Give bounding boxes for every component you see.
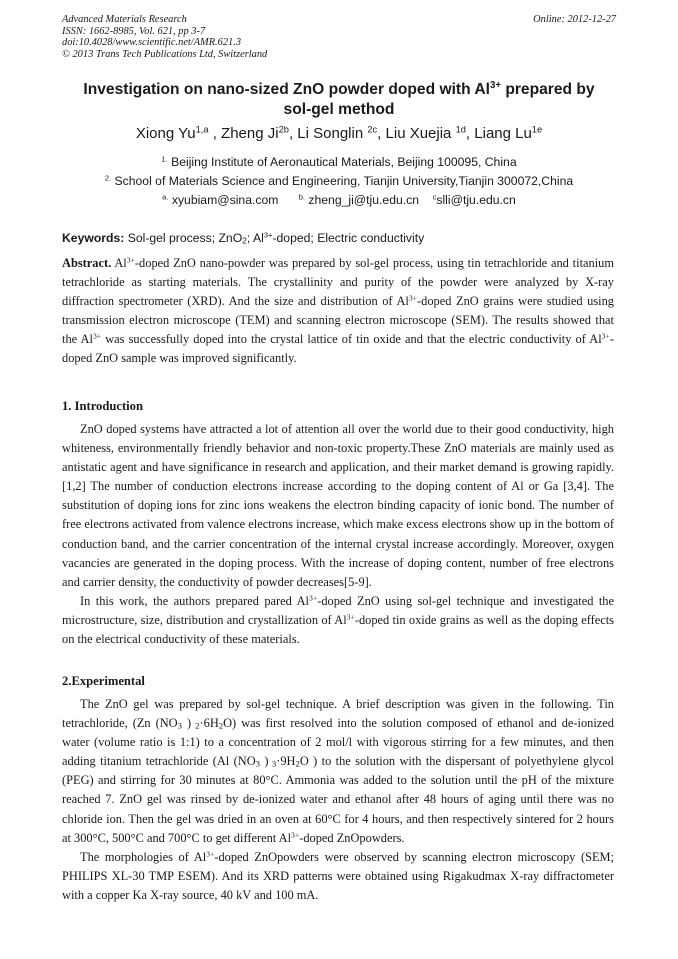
- email-link[interactable]: slli@tju.edu.cn: [436, 193, 516, 207]
- copyright-line: © 2013 Trans Tech Publications Ltd, Switzerland: [62, 48, 268, 60]
- paragraph: The morphologies of $Al^{3+}$-doped ZnOpowders were observed by scanning electron microscopy (SEM; PHILIPS XL-30 TMP ESEM). And its XRD patterns were obtained using Rigakudmax X-ray diffractometer with a copper Ka X-ray source, 40 kV and 100 mA.: [62, 849, 614, 902]
- affiliation-1: $^{1.}$ Beijing Institute of Aeronautical Materials, Beijing 100095, China: [161, 154, 517, 169]
- author: Xiong Yu: [135, 125, 196, 142]
- author-list: Xiong Yu$^{1,a}$ , Zheng $Ji^{2b}$, Li Songlin $^{2c}$, Liu Xuejia $^{1d}$, Liang $Lu^{1e}$: [135, 124, 543, 142]
- author: Li Songlin: [297, 125, 368, 142]
- paragraph: ZnO doped systems have attracted a lot of attention all over the world due to their good conductivity, high whiteness, environmentally friendly behavior and non-toxic property.These ZnO materials are mainly used as antistatic agent and have significance in research and application, and their market demand is growing rapidly. [1,2] The number of conduction electrons increase according to the doping content of Al or Ga [3,4]. The substitution of doping ions for zinc ions weakens the electron binding capacity of ionic bond. The number of free electrons activated from valence electrons increase, which make excess electrons show up in the bottom of conduction band, and the carrier concentration of the internal crystal increase accordingly. Moreover, oxygen vacancies are generated in the doping process. With the increase of doping content, number of free electrons and carrier density, the conductivity of powder decreases[5-9].: [62, 422, 614, 589]
- author: Zheng Ji: [221, 125, 279, 142]
- journal-name: Advanced Materials Research: [62, 14, 187, 25]
- experimental-body: [62, 695, 614, 905]
- paragraph: The ZnO gel was prepared by sol-gel technique. A brief description was given in the following. Tin tetrachloride, (Zn ($NO_3$ ) $_2\cdot 6H_2O$) was first resolved into the solution composed of ethanol and de-ionized water (volume ratio is 1:1) to a concentration of 2 mol/l with vigorous stirring for a few minutes, and then adding titanium tetrachloride (Al ($NO_3$ ) $_3\cdot 9H_2O$ ) to the solution with the dispersant of polyethylene glycol (PEG) and stirring for 30 minutes at 80°C. Ammonia was added to the solution until the pH of the mixture reached 7. ZnO gel was rinsed by de-ionized water and ethanol after 48 hours of aging until there was no chloride ion. Then the gel was dried in an oven at 60°C for 4 hours, and then respectively sintered for 2 hours at 300°C, 500°C and 700°C to get different $Al^{3+}$-doped ZnOpowders.: [62, 697, 614, 845]
- paragraph: In this work, the authors prepared pared $Al^{3+}$-doped ZnO using sol-gel technique and investigated the microstructure, size, distribution and crystallization of $Al^{3+}$-doped tin oxide grains as well as the doping effects on the electrical conductivity of these materials.: [62, 593, 614, 647]
- keywords: Keywords: Sol-gel process; ZnO$_2$; $Al^{3+}$-doped; Electric conductivity: [62, 230, 425, 246]
- author: Liu Xuejia: [385, 125, 456, 142]
- section-heading-experimental: 2.Experimental: [62, 674, 145, 688]
- running-header: [62, 14, 616, 60]
- affiliation-2: $^{2.}$ School of Materials Science and Engineering, Tianjin University,Tianjin 300072,China: [104, 173, 574, 188]
- issn-line: ISSN: 1662-8985, Vol. 621, pp 3-7: [62, 25, 206, 37]
- author: Liang Lu: [474, 125, 532, 142]
- abstract: Abstract. $Al^{3+}$-doped ZnO nano-powder was prepared by sol-gel process, using tin tetrachloride and titanium tetrachloride as starting materials. The crystallinity and purity of the powder were analyzed by X-ray diffraction spectrometer (XRD). And the size and distribution of $Al^{3+}$-doped ZnO grains were studied using transmission electron microscope (TEM) and scanning electron microscope (SEM). The results showed that the $Al^{3+}$ was successfully doped into the crystal lattice of tin oxide and that the electric conductivity of $Al^{3+}$-doped ZnO sample was improved significantly.: [62, 255, 614, 366]
- online-date: Online: 2012-12-27: [533, 14, 616, 25]
- paper-title: Investigation on nano-sized ZnO powder doped with $Al^{3+}$ prepared by sol-gel method: [83, 80, 595, 118]
- doi-line[interactable]: doi:10.4028/www.scientific.net/AMR.621.3: [62, 37, 242, 48]
- email-link[interactable]: xyubiam@sina.com: [168, 193, 279, 207]
- section-heading-introduction: 1. Introduction: [62, 399, 143, 413]
- introduction-body: [62, 420, 614, 649]
- author-emails: $^{a.}$ xyubiam@sina.com $^{b.}$ zheng_ji@tju.edu.cn $^c$slli@tju.edu.cn: [162, 192, 516, 207]
- email-link[interactable]: zheng_ji@tju.edu.cn: [305, 193, 420, 207]
